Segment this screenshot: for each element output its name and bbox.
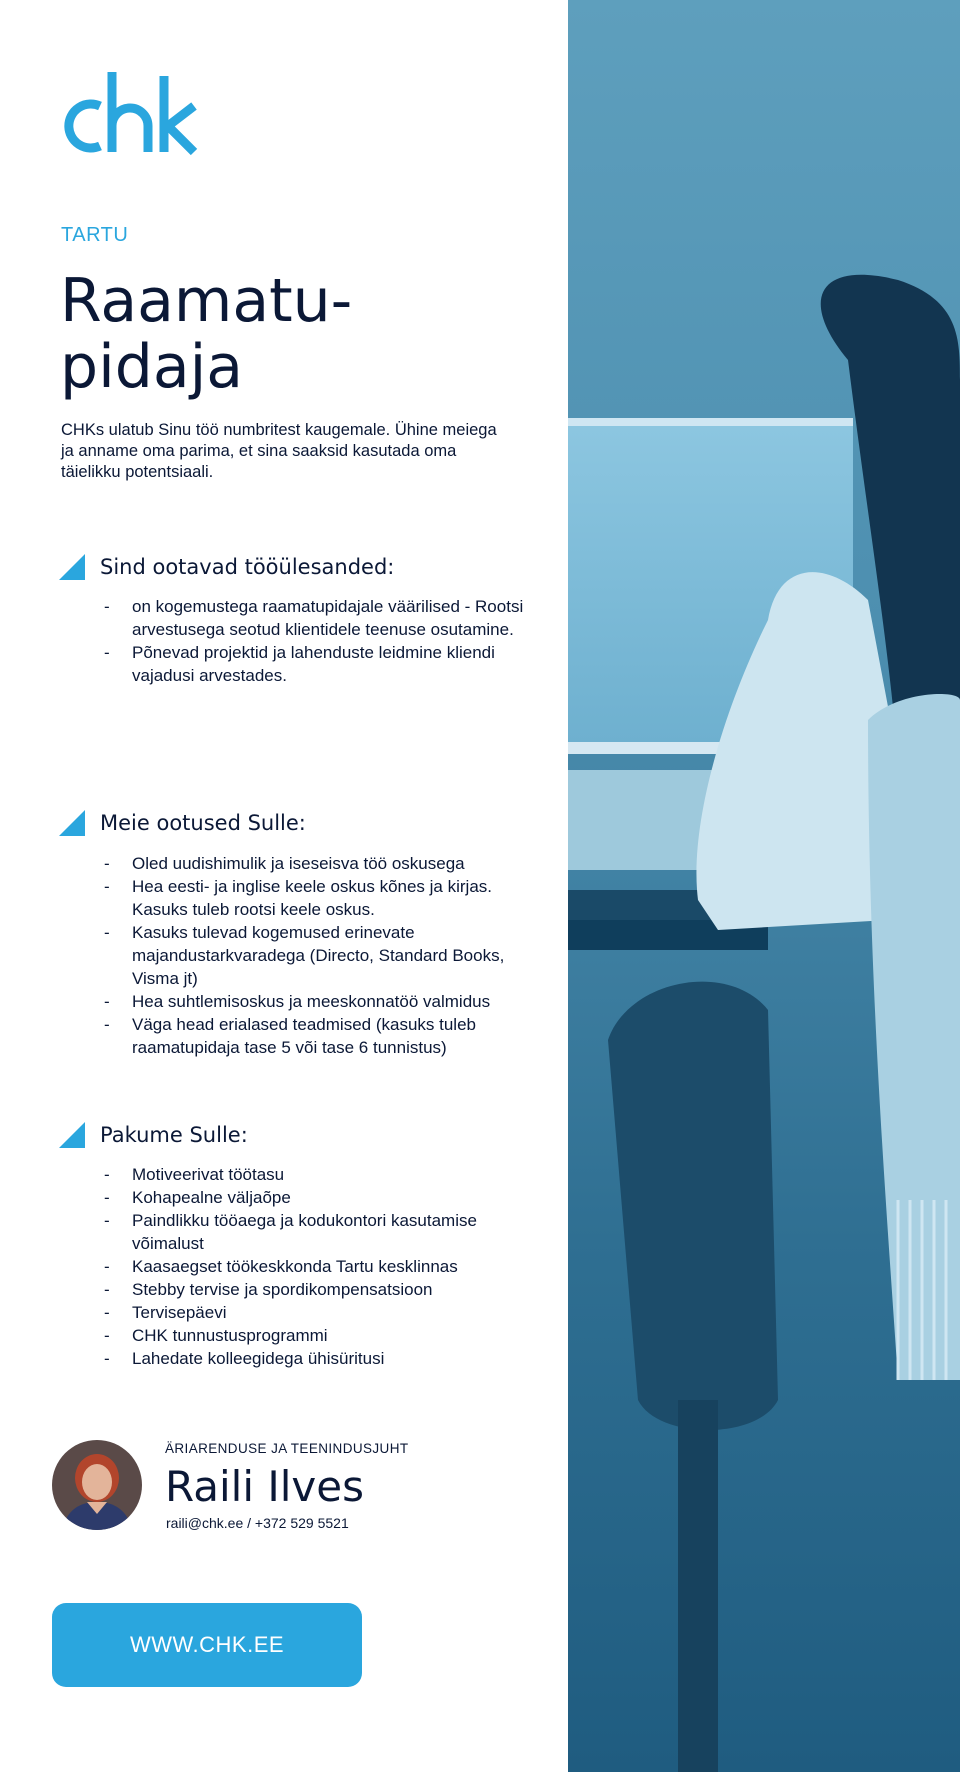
tasks-list xyxy=(104,595,524,687)
list-marker: - xyxy=(104,1188,110,1207)
list-item: - Kasuks tulevad kogemused erinevate majandustarkvaradega (Directo, Standard Books, Visma jt) xyxy=(104,923,505,988)
list-marker: - xyxy=(104,643,110,662)
section-expectations-title xyxy=(59,810,306,836)
list-item: - Kaasaegset töökeskkonda Tartu kesklinnas xyxy=(104,1257,458,1276)
list-item: - Oled uudishimulik ja iseseisva töö oskusega xyxy=(104,854,465,873)
list-marker: - xyxy=(104,1303,110,1322)
job-intro: CHKs ulatub Sinu töö numbritest kaugemale. Ühine meiega ja anname oma parima, et sina saaksid kasutada oma täielikku potentsiaali. xyxy=(61,421,497,481)
section-expectations-title-text: Meie ootused Sulle: xyxy=(100,811,306,835)
triangle-icon xyxy=(59,554,85,580)
section-tasks-title xyxy=(59,554,394,580)
list-item: - Motiveerivat töötasu xyxy=(104,1165,285,1184)
list-marker: - xyxy=(104,1165,110,1184)
list-item: - Põnevad projektid ja lahenduste leidmine kliendi vajadusi arvestades. xyxy=(104,643,495,685)
expectations-list xyxy=(104,852,524,1059)
list-marker: - xyxy=(104,1349,110,1368)
list-item: - Hea eesti- ja inglise keele oskus kõnes ja kirjas. Kasuks tuleb rootsi keele oskus. xyxy=(104,877,493,919)
job-title xyxy=(60,268,540,400)
triangle-icon xyxy=(59,1122,85,1148)
section-offers-title-text: Pakume Sulle: xyxy=(100,1123,248,1147)
list-item: - Stebby tervise ja spordikompensatsioon xyxy=(104,1280,433,1299)
list-marker: - xyxy=(104,923,110,942)
list-marker: - xyxy=(104,854,110,873)
website-button[interactable]: WWW.CHK.EE xyxy=(52,1603,362,1687)
list-item: - on kogemustega raamatupidajale väärilised - Rootsi arvestusega seotud klientidele teenuse osutamine. xyxy=(104,597,524,639)
avatar xyxy=(52,1440,142,1530)
offers-list xyxy=(104,1163,524,1370)
list-item: - Väga head erialased teadmised (kasuks tuleb raamatupidaja tase 5 või tase 6 tunnistus) xyxy=(104,1015,476,1057)
section-tasks-title-text: Sind ootavad tööülesanded: xyxy=(100,555,395,579)
triangle-icon xyxy=(59,810,85,836)
list-item: - CHK tunnustusprogrammi xyxy=(104,1326,328,1345)
list-marker: - xyxy=(104,992,110,1011)
list-marker: - xyxy=(104,1280,110,1299)
list-item: - Paindlikku tööaega ja kodukontori kasutamise võimalust xyxy=(104,1211,477,1253)
job-title-line-2: pidaja xyxy=(60,332,244,402)
list-marker: - xyxy=(104,877,110,896)
contact-name: Raili Ilves xyxy=(165,1462,364,1511)
office-photo-illustration xyxy=(568,0,960,1772)
list-item: - Hea suhtlemisoskus ja meeskonnatöö valmidus xyxy=(104,992,491,1011)
job-location: TARTU xyxy=(61,224,129,246)
chk-logo xyxy=(60,66,200,160)
list-item: - Kohapealne väljaõpe xyxy=(104,1188,291,1207)
contact-role: ÄRIARENDUSE JA TEENINDUSJUHT xyxy=(165,1441,409,1456)
list-marker: - xyxy=(104,1257,110,1276)
list-marker: - xyxy=(104,597,110,616)
list-marker: - xyxy=(104,1211,110,1230)
office-photo xyxy=(568,0,960,1772)
contact-info[interactable]: raili@chk.ee / +372 529 5521 xyxy=(166,1515,349,1531)
job-title-line-1: Raamatu- xyxy=(60,266,353,336)
section-offers-title xyxy=(59,1122,248,1148)
list-item: - Lahedate kolleegidega ühisüritusi xyxy=(104,1349,385,1368)
list-marker: - xyxy=(104,1015,110,1034)
list-marker: - xyxy=(104,1326,110,1345)
list-item: - Tervisepäevi xyxy=(104,1303,227,1322)
